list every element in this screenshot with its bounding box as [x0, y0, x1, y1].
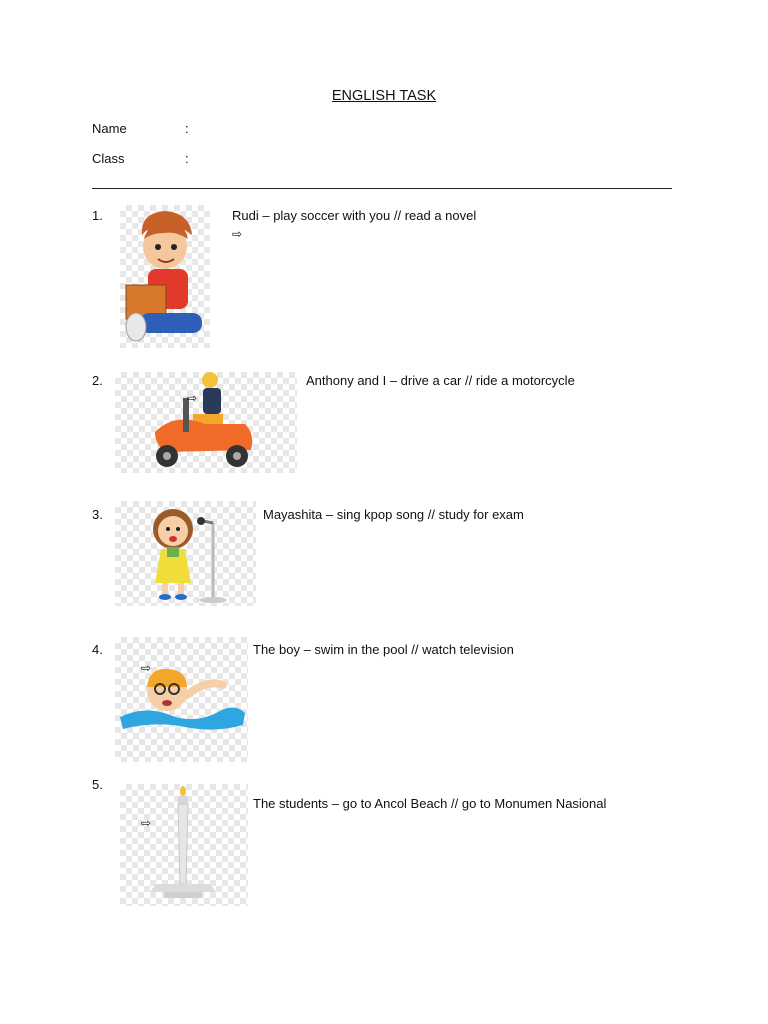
name-colon: :: [185, 121, 189, 136]
item-text-4: The boy – swim in the pool // watch television: [253, 642, 514, 657]
item-text-5: The students – go to Ancol Beach // go to Monumen Nasional: [253, 796, 607, 811]
item-number-2: 2.: [92, 373, 103, 388]
item-text-3: Mayashita – sing kpop song // study for exam: [263, 507, 524, 522]
class-label: Class: [92, 151, 125, 166]
item-text-1: Rudi – play soccer with you // read a novel: [232, 208, 477, 223]
boy-reading-book-image: [120, 205, 210, 348]
arrow-icon: ⇨: [141, 816, 152, 830]
man-riding-scooter-image: [115, 372, 297, 473]
item-number-3: 3.: [92, 507, 103, 522]
arrow-icon: ⇨: [232, 227, 243, 241]
name-label: Name: [92, 121, 127, 136]
arrow-icon: ⇨: [187, 391, 198, 405]
monas-monument-image: [120, 784, 248, 906]
item-text-2: Anthony and I – drive a car // ride a motorcycle: [306, 373, 575, 388]
separator-line: [92, 188, 672, 189]
item-number-1: 1.: [92, 208, 103, 223]
arrow-icon: ⇨: [141, 661, 152, 675]
boy-swimming-image: [115, 637, 248, 762]
item-number-5: 5.: [92, 777, 103, 792]
class-colon: :: [185, 151, 189, 166]
girl-singing-microphone-image: [115, 501, 256, 606]
page-title: ENGLISH TASK: [331, 88, 437, 104]
item-number-4: 4.: [92, 642, 103, 657]
